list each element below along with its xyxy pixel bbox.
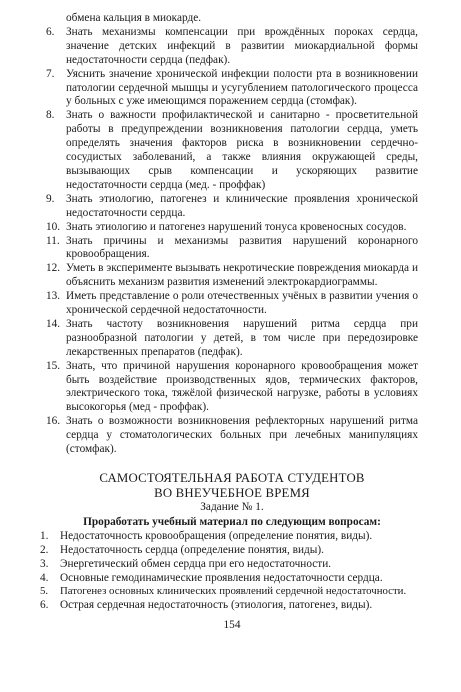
list-item: 1. Недостаточность кровообращения (определение понятия, виды).: [40, 529, 373, 542]
list-item: 15. Знать, что причиной нарушения коронарного кровообращения может быть воздействие производственных ядов, термических факторов, электрического тока, тяжёлой физической нагрузке, работы в условиях высокогорья (мед - проффак).: [46, 359, 418, 414]
list-item: 14. Знать частоту возникновения нарушений ритма сердца при разнообразной патологии у детей, в том числе при передозировке лекарственных препаратов (педфак).: [46, 317, 418, 358]
section-subheading: Проработать учебный материал по следующим вопросам:: [83, 515, 381, 528]
task-label: Задание № 1.: [200, 501, 264, 513]
list-item: 6. Знать механизмы компенсации при врождённых пороках сердца, значение детских инфекций в развитии миокардиальной формы недостаточности сердца (педфак).: [46, 25, 418, 66]
list-item: 8. Знать о важности профилактической и санитарно - просветительной работы в предупреждении возникновения патологии сердца, уметь определять значения факторов риска в возникновении сердечно-сосудистых заболеваний, а также влияния окружающей среды, вызывающих срыв компенсации и ускоряющих развитие недостаточности сердца (мед. - проффак): [46, 109, 418, 191]
continuation-line: обмена кальция в миокарде.: [66, 12, 202, 24]
list-item: 3. Энергетический обмен сердца при его недостаточности.: [40, 557, 332, 570]
document-page: [40, 12, 418, 633]
goals-list: [46, 26, 418, 457]
list-item: 6. Острая сердечная недостаточность (этиология, патогенез, виды).: [40, 599, 373, 612]
list-item: 2. Недостаточность сердца (определение понятия, виды).: [40, 543, 324, 556]
list-item: 13. Иметь представление о роли отечественных учёных в развитии учения о хронической сердечной недостаточности.: [46, 290, 418, 317]
list-item: 16. Знать о возможности возникновения рефлекторных нарушений ритма сердца у стоматологических больных при лечебных манипуляциях (стомфак).: [46, 415, 418, 456]
list-item: 7. Уяснить значение хронической инфекции полости рта в возникновении патологии сердечной мышцы и усугублением патологического процесса у больных с уже имеющимся поражением сердца (стомфак).: [46, 67, 418, 108]
list-item: 4. Основные гемодинамические проявления недостаточности сердца.: [40, 571, 383, 584]
list-item: 12. Уметь в эксперименте вызывать некротические повреждения миокарда и объяснить механизм развития изменений электрокардиограммы.: [46, 262, 418, 289]
list-item: 5. Патогенез основных клинических проявлений сердечной недостаточности.: [40, 585, 407, 598]
section-title-line-2: ВО ВНЕУЧЕБНОЕ ВРЕМЯ: [154, 486, 310, 500]
list-item: 11. Знать причины и механизмы развития нарушений коронарного кровообращения.: [46, 234, 418, 261]
list-item: 9. Знать этиологию, патогенез и клинические проявления хронической недостаточности сердца.: [46, 192, 418, 219]
section-title-line-1: САМОСТОЯТЕЛЬНАЯ РАБОТА СТУДЕНТОВ: [99, 471, 365, 485]
questions-list: [40, 530, 418, 613]
list-item: 10. Знать этиологию и патогенез нарушений тонуса кровеносных сосудов.: [46, 220, 407, 233]
page-number: 154: [223, 619, 241, 632]
